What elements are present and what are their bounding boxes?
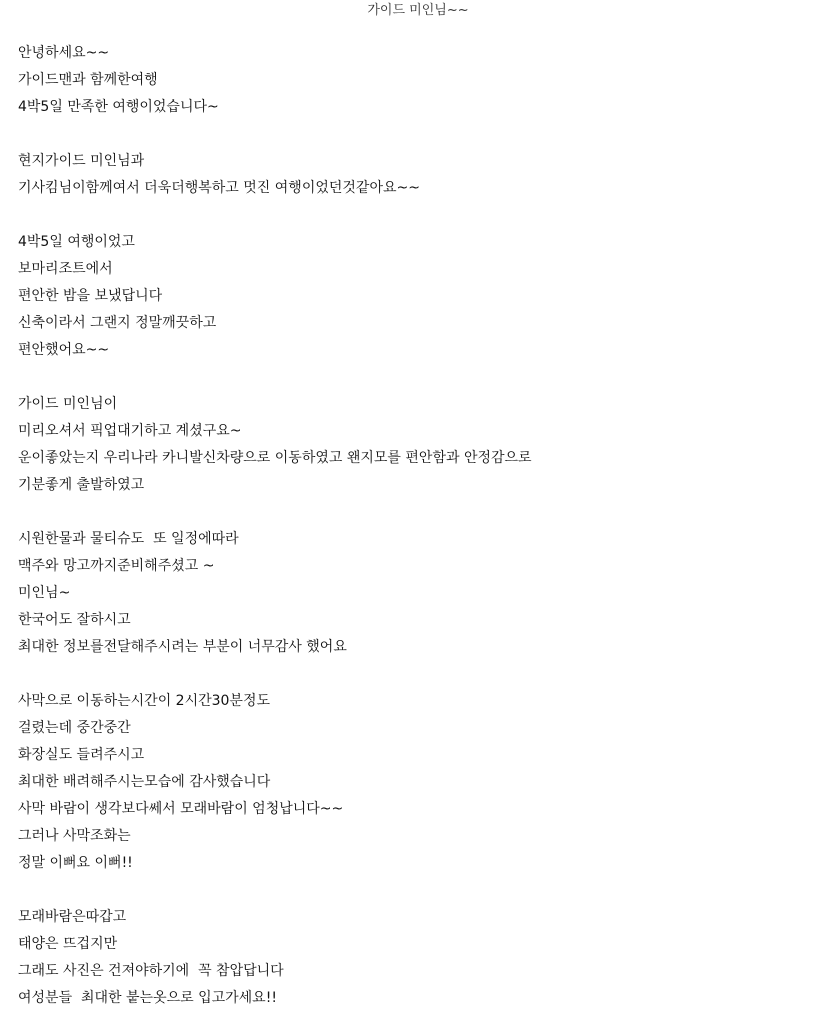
- text-line: 태양은 뜨겁지만: [18, 936, 118, 952]
- text-line: 현지가이드 미인님과: [18, 153, 145, 169]
- text-line: 편안한 밤을 보냈답니다: [18, 288, 163, 304]
- text-line: 맥주와 망고까지준비해주셨고 ~: [18, 558, 215, 574]
- paragraph-break: [18, 499, 818, 526]
- text-line: 4박5일 여행이었고: [18, 234, 135, 250]
- text-line: 최대한 정보를전달해주시려는 부분이 너무감사 했어요: [18, 639, 347, 655]
- paragraph-break: [18, 202, 818, 229]
- text-line: 운이좋았는지 우리나라 카니발신차량으로 이동하였고 왠지모를 편안함과 안정감으로: [18, 450, 532, 466]
- text-line: 미리오셔서 픽업대기하고 계셨구요~: [18, 423, 242, 439]
- text-line: 가이드 미인님이: [18, 396, 118, 412]
- paragraph-break: [18, 121, 818, 148]
- text-line: 화장실도 들려주시고: [18, 747, 145, 763]
- text-line: 보마리조트에서: [18, 261, 113, 277]
- text-line: 그러나 사막조화는: [18, 828, 131, 844]
- paragraph-break: [18, 877, 818, 904]
- text-line: 여성분들 최대한 붙는옷으로 입고가세요!!: [18, 990, 277, 1006]
- text-line: 걸렸는데 중간중간: [18, 720, 131, 736]
- paragraph-break: [18, 661, 818, 688]
- text-line: 정말 이뻐요 이뻐!!: [18, 855, 133, 871]
- text-line: 안녕하세요~~: [18, 45, 110, 61]
- text-line: 한국어도 잘하시고: [18, 612, 131, 628]
- text-line: 가이드맨과 함께한여행: [18, 72, 158, 88]
- text-line: 최대한 배려해주시는모습에 감사했습니다: [18, 774, 271, 790]
- text-line: 기분좋게 출발하였고: [18, 477, 145, 493]
- text-line: 신축이라서 그랜지 정말깨끗하고: [18, 315, 217, 331]
- text-line: 그래도 사진은 건져야하기에 꼭 참압답니다: [18, 963, 284, 979]
- post-body: [18, 40, 818, 1012]
- text-line: 사막 바람이 생각보다쎄서 모래바람이 엄청납니다~~: [18, 801, 344, 817]
- paragraph-break: [18, 364, 818, 391]
- text-line: 모래바람은따갑고: [18, 909, 127, 925]
- text-line: 사막으로 이동하는시간이 2시간30분정도: [18, 693, 271, 709]
- text-line: 기사킴님이함께여서 더욱더행복하고 멋진 여행이었던것같아요~~: [18, 180, 420, 196]
- page-title: 가이드 미인님~~: [367, 3, 469, 18]
- text-line: 4박5일 만족한 여행이었습니다~: [18, 99, 219, 115]
- text-line: 편안했어요~~: [18, 342, 110, 358]
- text-line: 미인님~: [18, 585, 71, 601]
- text-line: 시원한물과 물티슈도 또 일정에따라: [18, 531, 239, 547]
